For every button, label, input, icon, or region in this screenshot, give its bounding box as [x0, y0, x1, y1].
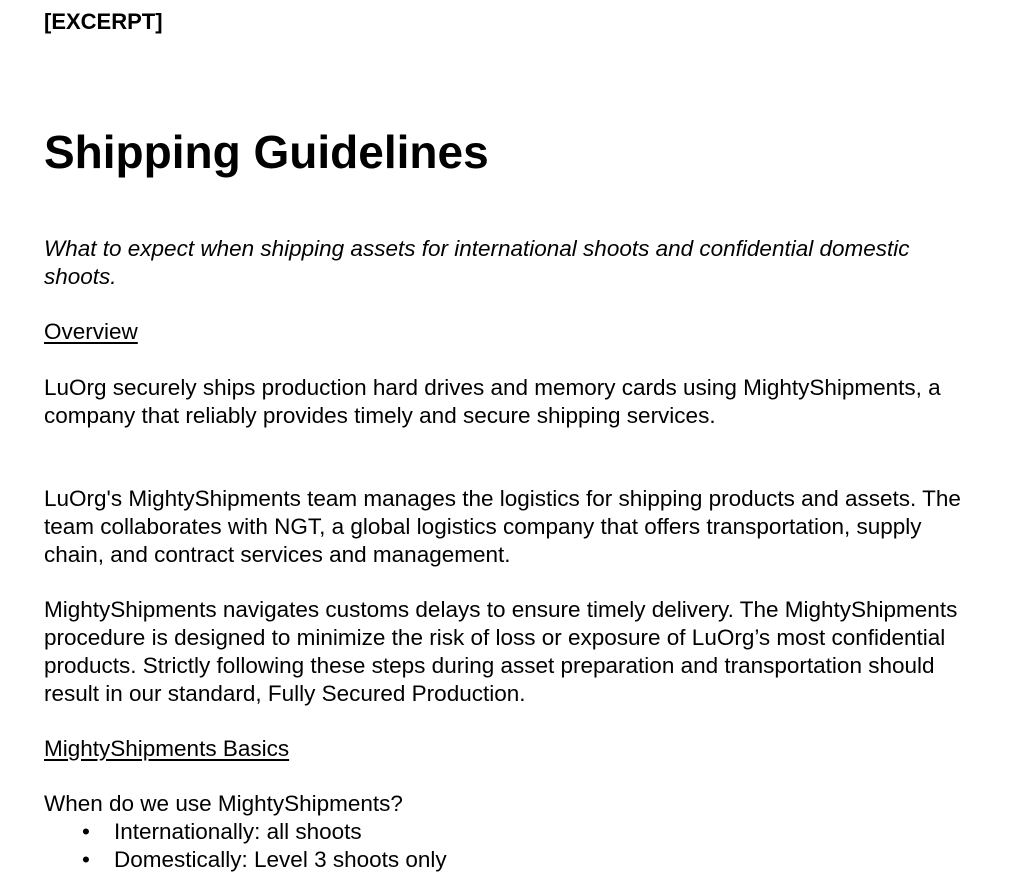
page-title: Shipping Guidelines: [44, 126, 489, 178]
list-item: [44, 818, 447, 846]
section-heading-basics: MightyShipments Basics: [44, 736, 290, 761]
excerpt-label: [EXCERPT]: [44, 9, 163, 34]
section-heading-overview: Overview: [44, 319, 138, 344]
overview-paragraph-1: LuOrg securely ships production hard drives and memory cards using MightyShipments, a company that reliably provides timely and secure shipping services.: [44, 375, 941, 428]
list-item-text: Internationally: all shoots: [114, 819, 362, 844]
overview-paragraph-2: LuOrg's MightyShipments team manages the logistics for shipping products and assets. The team collaborates with NGT, a global logistics company that offers transportation, supply chain, and contract services and management.: [44, 486, 961, 567]
bullet-icon: •: [82, 847, 90, 872]
basics-question: When do we use MightyShipments?: [44, 791, 403, 816]
bullet-icon: •: [82, 819, 90, 844]
list-item: [44, 846, 447, 874]
overview-paragraph-3: MightyShipments navigates customs delays to ensure timely delivery. The MightyShipments procedure is designed to minimize the risk of loss or exposure of LuOrg’s most confidential products. Strictly following these steps during asset preparation and transportation should result in our standard, Fully Secured Production.: [44, 597, 958, 706]
page-subtitle: What to expect when shipping assets for international shoots and confidential domestic shoots.: [44, 236, 910, 289]
list-item-text: Domestically: Level 3 shoots only: [114, 847, 447, 872]
usage-list: [44, 818, 447, 874]
